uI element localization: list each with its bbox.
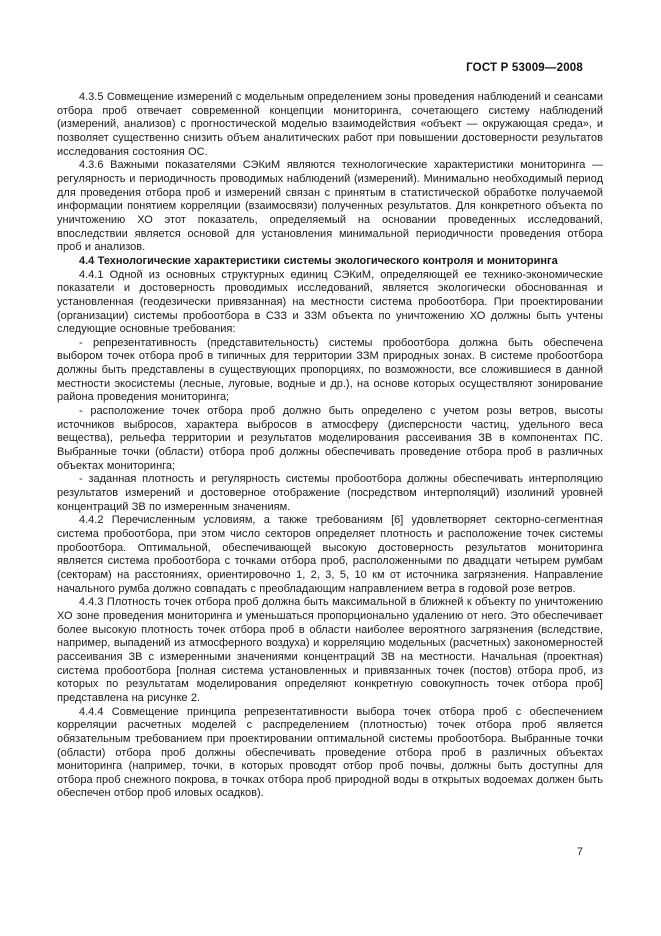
paragraph-4-3-5: 4.3.5 Совмещение измерений с модельным определением зоны проведения наблюдений и сеансами отбора проб отвечает современной концепции мониторинга, сочетающего систему наблюдений (измерений, анализов) с прогностической моделью взаимодействия «объект — окружающая среда», и позволяет существенно снизить объем аналитических работ при повышении достоверности результатов исследования состояния ОС. xyxy=(57,91,603,158)
paragraph-4-4-4: 4.4.4 Совмещение принципа репрезентативности выбора точек отбора проб с обеспечением корреляции расчетных моделей с распределением (плотностью) точек отбора проб является обязательным требованием при проектировании оптимальной системы пробоотбора. Выбранные точки (области) отбора проб должны обеспечивать проведение отбора проб в различных объектах мониторинга (например, точки, в которых проводят отбор проб почвы, должны быть доступны для отбора проб снежного покрова, в точках отбора проб природной воды в открытых водоемах должен быть обеспечен отбор проб иловых осадков). xyxy=(57,705,603,800)
document-body xyxy=(57,91,603,801)
paragraph-4-4-3: 4.4.3 Плотность точек отбора проб должна быть максимальной в ближней к объекту по уничтожению ХО зоне проведения мониторинга и уменьшаться пропорционально удалению от него. Это обеспечивает более высокую плотность точек отбора проб в области наиболее вероятного загрязнения (вследствие, например, выпадений из атмосферного воздуха) и корреляцию модельных (расчетных) закономерностей рассеивания ЗВ с измеренными значениями концентраций ЗВ на местности. Начальная (проектная) система пробоотбора [полная система установленных и привязанных точек (постов) отбора проб, из которых по результатам моделирования определяют конкретную совокупность точек отбора проб] представлена на рисунке 2. xyxy=(57,596,603,704)
section-heading-4-4: 4.4 Технологические характеристики системы экологического контроля и мониторинга xyxy=(79,254,558,267)
list-item-representativeness: - репрезентативность (представительность) системы пробоотбора должна быть обеспечена выбором точек отбора проб в типичных для территории ЗЗМ природных зонах. В системе пробоотбора должны быть представлены в существующих пропорциях, по возможности, все сложившиеся в данной местности экосистемы (лесные, луговые, водные и др.), на основе которых осуществляют зонирование района проведения мониторинга; xyxy=(57,336,603,404)
paragraph-4-3-6: 4.3.6 Важными показателями СЭКиМ являются технологические характеристики мониторинга — регулярность и периодичность проводимых наблюдений (измерений). Минимально необходимый период для проведения отбора проб и измерений связан с принятым в статистической обработке получаемой информации понятием корреляции (взаимосвязи) полученных результатов. Для конкретного объекта по уничтожению ХО этот показатель, определяемый на основании проведенных исследований, впоследствии является основой для установления минимальной периодичности проведения отбора проб и анализов. xyxy=(57,159,603,254)
list-item-density-regularity: - заданная плотность и регулярность системы пробоотбора должны обеспечивать интерполяцию результатов измерений и достоверное отображение (посредством интерполяций) изолиний уровней концентраций ЗВ по измеренным значениям. xyxy=(57,473,603,513)
list-item-sampling-point-location: - расположение точек отбора проб должно быть определено с учетом розы ветров, высоты источников выбросов, характера выбросов в атмосферу (дисперсности частиц, удельного веса вещества), рельефа территории и результатов моделирования рассеивания ЗВ в компонентах ПС. Выбранные точки (области) отбора проб должны обеспечивать проведение отбора проб в различных объектах мониторинга; xyxy=(57,405,603,472)
paragraph-4-4-1: 4.4.1 Одной из основных структурных единиц СЭКиМ, определяющей ее технико-экономические показатели и достоверность проводимых исследований, является экологически обоснованная и установленная (геодезически привязанная) на местности система пробоотбора. При проектировании (организации) системы пробоотбора в СЗЗ и ЗЗМ объекта по уничтожению ХО должны быть учтены следующие основные требования: xyxy=(57,268,603,336)
running-header-standard-designation: ГОСТ Р 53009—2008 xyxy=(466,62,583,74)
paragraph-4-4-2: 4.4.2 Перечисленным условиям, а также требованиям [6] удовлетворяет секторно-сегментная система пробоотбора, при этом число секторов определяет плотность и расположение точек системы пробоотбора. Оптимальной, обеспечивающей высокую достоверность результатов мониторинга является система пробоотбора с точками отбора проб, расположенными по двадцати четырем румбам (секторам) на расстояниях, ориентировочно 1, 2, 3, 5, 10 км от источника загрязнения. Направление начального румба должно совпадать с преобладающим направлением ветра в годовой розе ветров. xyxy=(57,514,603,595)
page-number: 7 xyxy=(576,846,583,858)
